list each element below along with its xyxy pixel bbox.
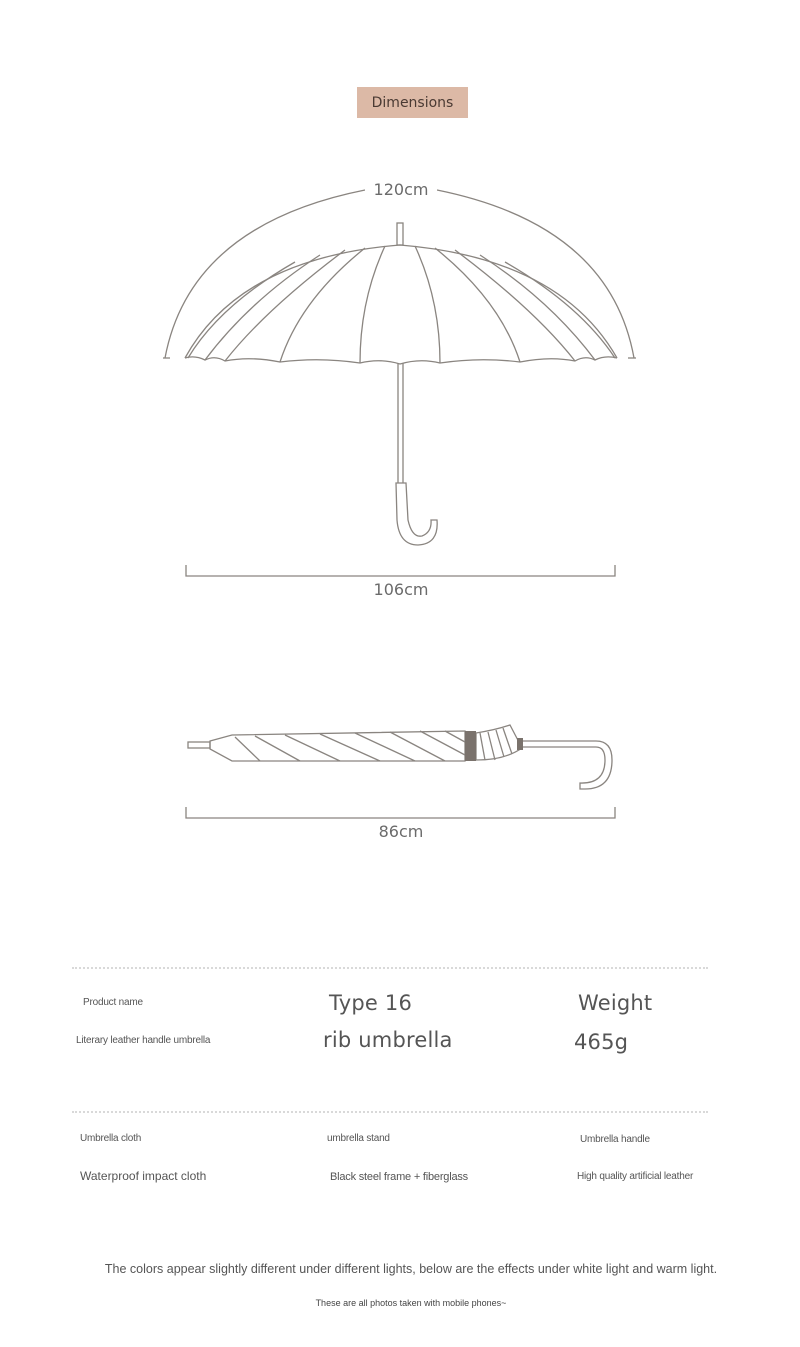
open-length-label: 106cm [362,580,440,599]
lighting-note: The colors appear slightly different under different lights, below are the effects under white light and warm light. [104,1262,718,1276]
photo-note: These are all photos taken with mobile phones~ [315,1298,507,1308]
weight-value: 465g [574,1030,629,1054]
dimensions-badge: Dimensions [357,87,468,118]
closed-length-label: 86cm [362,822,440,841]
product-name-value: Literary leather handle umbrella [76,1035,211,1046]
product-name-label: Product name [83,997,143,1008]
umbrella-stand-value: Black steel frame + fiberglass [330,1171,468,1183]
umbrella-stand-label: umbrella stand [327,1133,390,1144]
divider-top [72,967,708,969]
open-width-label: 120cm [365,180,437,199]
divider-middle [72,1111,708,1113]
open-umbrella-drawing [0,0,800,620]
type-line-2: rib umbrella [323,1028,453,1052]
umbrella-handle-value: High quality artificial leather [577,1171,694,1182]
closed-umbrella-drawing [0,700,800,840]
umbrella-cloth-label: Umbrella cloth [80,1133,142,1144]
type-line-1: Type 16 [329,991,413,1015]
weight-label: Weight [578,991,653,1015]
umbrella-cloth-value: Waterproof impact cloth [80,1169,207,1183]
umbrella-handle-label: Umbrella handle [580,1134,650,1145]
